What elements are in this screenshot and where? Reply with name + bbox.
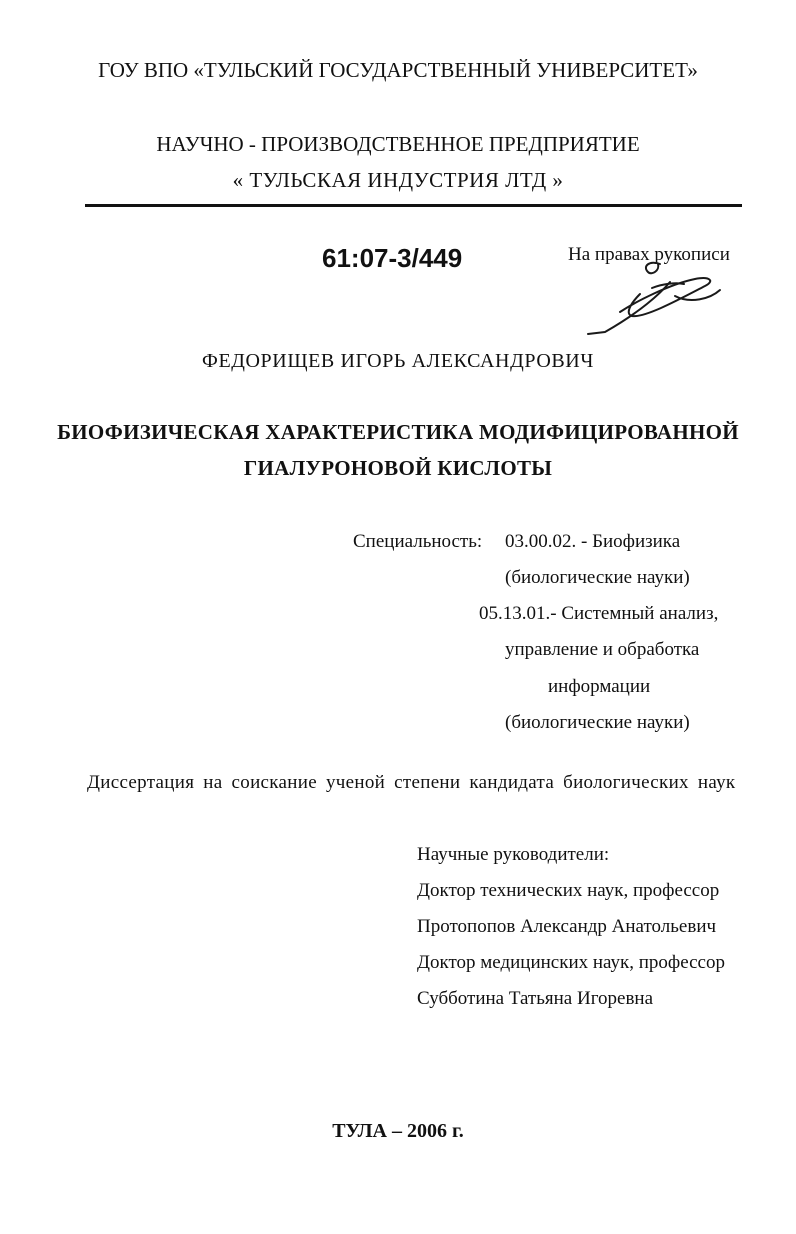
supervisor-line: Доктор медицинских наук, профессор: [417, 952, 725, 973]
signature-icon: [580, 254, 750, 338]
specialty-label: Специальность:: [353, 531, 483, 552]
dissertation-degree-line: Диссертация на соискание ученой степени кандидата биологических наук: [87, 772, 736, 793]
specialty-line: 05.13.01.- Системный анализ,: [479, 603, 719, 624]
specialty-line: 03.00.02. - Биофизика: [505, 531, 681, 552]
supervisors-heading: Научные руководители:: [417, 844, 610, 865]
author-name: ФЕДОРИЩЕВ ИГОРЬ АЛЕКСАНДРОВИЧ: [202, 350, 594, 372]
enterprise-name-line2: « ТУЛЬСКАЯ ИНДУСТРИЯ ЛТД »: [232, 168, 564, 192]
catalog-code: 61:07-3/449: [322, 243, 463, 273]
specialty-line: (биологические науки): [505, 712, 690, 733]
dissertation-title-line2: ГИАЛУРОНОВОЙ КИСЛОТЫ: [243, 456, 553, 480]
university-name: ГОУ ВПО «ТУЛЬСКИЙ ГОСУДАРСТВЕННЫЙ УНИВЕРСИТЕТ»: [98, 58, 698, 82]
dissertation-title-line1: БИОФИЗИЧЕСКАЯ ХАРАКТЕРИСТИКА МОДИФИЦИРОВАННОЙ: [57, 420, 739, 444]
supervisor-line: Субботина Татьяна Игоревна: [417, 988, 654, 1009]
specialty-line: информации: [548, 676, 651, 697]
specialty-line: управление и обработка: [505, 639, 700, 660]
supervisor-line: Протопопов Александр Анатольевич: [417, 916, 717, 937]
header-divider: [85, 204, 742, 207]
city-year: ТУЛА – 2006 г.: [332, 1120, 464, 1142]
supervisor-line: Доктор технических наук, профессор: [417, 880, 720, 901]
enterprise-name-line1: НАУЧНО - ПРОИЗВОДСТВЕННОЕ ПРЕДПРИЯТИЕ: [156, 132, 640, 156]
manuscript-rights-note: На правах рукописи: [568, 244, 730, 265]
specialty-line: (биологические науки): [505, 567, 690, 588]
